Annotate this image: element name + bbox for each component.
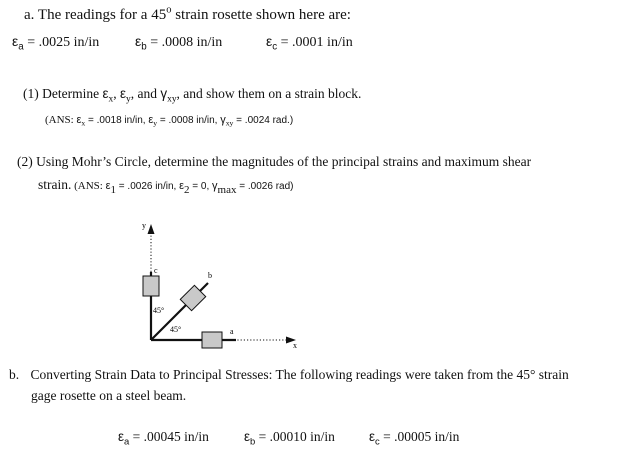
sub: 2: [184, 183, 190, 196]
ans-open: (ANS:: [45, 114, 77, 126]
ans-value: = .0008 in/in,: [157, 115, 221, 126]
epsilon-symbol: ε: [119, 86, 127, 101]
question-2: [17, 154, 531, 170]
sub: y: [126, 94, 131, 105]
sep: , and: [130, 86, 161, 101]
ans-open: (ANS:: [71, 180, 106, 192]
question-1: [23, 86, 362, 105]
gauge-a: [202, 332, 222, 348]
reading-sub: b: [250, 436, 256, 448]
part-b-text1: Converting Strain Data to Principal Stresses: The following readings were taken from the 45° strain: [30, 367, 569, 382]
gauge-c: [143, 276, 159, 296]
epsilon-symbol: ε: [12, 33, 19, 49]
angle-label-2: 45°: [170, 325, 182, 334]
x-axis-label: x: [293, 341, 297, 350]
angle-label-1: 45°: [153, 306, 165, 315]
sub: x: [108, 94, 114, 105]
epsilon-symbol: ε: [135, 33, 142, 49]
reading-b-ea: [118, 429, 209, 448]
part-a-label: a.: [24, 7, 35, 23]
reading-sub: c: [272, 41, 278, 53]
reading-eb: [135, 33, 222, 51]
reading-value: = .0025 in/in: [23, 35, 100, 50]
reading-value: = .0008 in/in: [146, 35, 223, 50]
epsilon-symbol: ε: [118, 429, 125, 444]
ans-value: = 0,: [189, 181, 213, 192]
q1-text-end: , and show them on a strain block.: [176, 86, 362, 101]
q1-label: (1): [23, 86, 39, 101]
q2-line2: [38, 177, 294, 196]
reading-sub: b: [141, 41, 147, 53]
ans-value: = .0026 in/in,: [116, 181, 180, 192]
part-b-text2: gage rosette on a steel beam.: [31, 388, 187, 403]
reading-b-ec: [369, 429, 460, 448]
part-a-text: The readings for a 45: [37, 7, 167, 23]
sub: 1: [110, 183, 117, 196]
part-b-line1: [9, 367, 569, 383]
sub: xy: [167, 94, 177, 105]
epsilon-symbol: ε: [244, 429, 251, 444]
q2-text: Using Mohr’s Circle, determine the magnitudes of the principal strains and maximum shear: [36, 154, 532, 169]
reading-b-eb: [244, 429, 335, 448]
sub: max: [217, 183, 237, 196]
epsilon-symbol: ε: [102, 86, 109, 101]
reading-sub: c: [375, 436, 380, 448]
degree-mark: o: [166, 4, 172, 16]
ans-value: = .0018 in/in,: [85, 115, 149, 126]
reading-ea: [12, 33, 99, 51]
gauge-c-label: c: [154, 266, 158, 275]
reading-sub: a: [18, 41, 24, 53]
reading-ec: [266, 33, 353, 51]
q2-label: (2): [17, 154, 33, 169]
epsilon-symbol: ε: [148, 114, 154, 126]
gauge-a-label: a: [230, 327, 234, 336]
gamma-symbol: γ: [160, 86, 168, 101]
reading-value: = .0001 in/in: [277, 35, 353, 50]
gamma-symbol: γ: [220, 114, 226, 126]
ans-value: = .0024 rad.): [233, 115, 294, 126]
reading-value: = .00005 in/in: [379, 429, 460, 444]
gamma-symbol: γ: [212, 180, 218, 192]
reading-sub: a: [124, 436, 130, 448]
sub: x: [81, 118, 86, 128]
part-b-line2: [31, 388, 186, 404]
part-a-heading: [24, 4, 351, 24]
epsilon-symbol: ε: [76, 114, 82, 126]
reading-value: = .00010 in/in: [255, 429, 335, 444]
q2-text2: strain.: [38, 177, 72, 192]
ans-value: = .0026 rad): [236, 181, 294, 192]
epsilon-symbol: ε: [105, 180, 111, 192]
epsilon-symbol: ε: [179, 180, 185, 192]
reading-value: = .00045 in/in: [129, 429, 209, 444]
sub: y: [153, 118, 158, 128]
gauge-b-label: b: [208, 271, 212, 280]
epsilon-symbol: ε: [369, 429, 376, 444]
q1-text: Determine: [42, 86, 103, 101]
strain-rosette-diagram: [120, 218, 320, 354]
epsilon-symbol: ε: [266, 33, 273, 49]
y-axis-label: y: [142, 221, 146, 230]
sep: ,: [113, 86, 120, 101]
part-a-text-end: strain rosette shown here are:: [171, 7, 351, 23]
y-arrow-icon: [148, 224, 155, 234]
sub: xy: [225, 118, 234, 128]
q1-answer: [45, 114, 293, 126]
part-b-label: b.: [9, 367, 20, 382]
